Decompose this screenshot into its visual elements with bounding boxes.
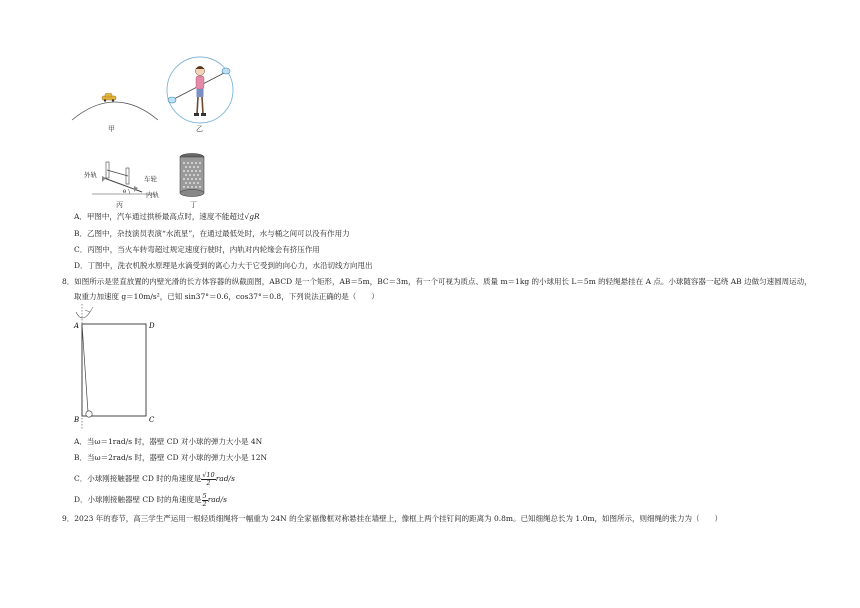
theta-label: θ: [123, 189, 127, 195]
q8-option-d-text: D．小球刚接触器壁 CD 时的角速度是: [74, 495, 202, 504]
q8-option-d-numerator: 5: [202, 491, 207, 500]
q8-option-d: [74, 491, 227, 509]
q8-stem-line2: 取重力加速度 g＝10m/s²，已知 sin37°＝0.6，cos37°＝0.8，下列说法正确的是（ ）: [74, 292, 379, 301]
figure-bing-label: 丙: [116, 201, 123, 209]
q8-option-a: A．当ω＝1rad/s 时，器壁 CD 对小球的弹力大小是 4N: [74, 437, 263, 446]
q8-option-c-denominator: 2: [206, 478, 211, 487]
performer-icon: [194, 66, 206, 116]
q7-option-a: [74, 212, 260, 222]
q8-stem-line1: 8．如图所示是竖直放置的内壁光滑的长方体容器的纵截面图，ABCD 是一个矩形，AB＝5m，BC＝3m，有一个可视为质点、质量 m＝1kg 的小球用长 L＝5m 的轻绳悬挂在 A 点。小球随容器一起绕 AB 边做匀速圆周运动，: [62, 277, 812, 286]
inner-rail-label: 内轨: [146, 191, 159, 199]
point-d-label: D: [149, 322, 155, 330]
figure-yi-water-meteor: [164, 54, 236, 126]
figure-ding-label: 丁: [190, 201, 197, 209]
q8-option-c-text: C．小球刚接触器壁 CD 时的角速度是: [74, 474, 202, 483]
figure-ding-washer-drum: [176, 152, 208, 198]
q9-stem-line1: 9．2023 年的春节，高三学生严运用一根轻质细绳将一幅重为 24N 的全家福像框对称悬挂在墙壁上，像框上两个挂钉间的距离为 0.8m。已知细绳总长为 1.0m，如图所示，则细绳的张力为（ ）: [62, 514, 722, 523]
q7-option-c: C．丙图中，当火车转弯超过规定速度行驶时，内轨对内轮缘会有挤压作用: [74, 245, 320, 254]
bucket-icon: [168, 97, 176, 103]
point-c-label: C: [149, 416, 155, 424]
figure-jia-label: 甲: [108, 125, 115, 133]
q7-option-d: D．丁图中，洗衣机脱水原理是水滴受到的离心力大于它受到的向心力，水沿切线方向甩出: [74, 261, 373, 270]
q8-option-b: B．当ω＝2rad/s 时，器壁 CD 对小球的弹力大小是 12N: [74, 453, 268, 462]
point-a-label: A: [74, 322, 80, 330]
q7-option-a-text: A．甲图中，汽车通过拱桥最高点时，速度不能超过: [74, 212, 245, 221]
point-b-label: B: [74, 416, 80, 424]
q7-option-b: B．乙图中，杂技演员表演“水流星”，在通过最低处时，水与桶之间可以没有作用力: [74, 229, 350, 238]
figure-yi-label: 乙: [196, 125, 203, 133]
q8-option-d-denominator: 2: [202, 499, 207, 508]
q8-figure-rect-container: [70, 304, 160, 430]
q8-option-c: [74, 470, 235, 488]
q8-option-d-unit: rad/s: [207, 495, 227, 504]
q8-option-c-numerator: √10: [202, 470, 215, 479]
outer-rail-label: 外轨: [84, 171, 97, 179]
q8-option-c-unit: rad/s: [215, 474, 235, 483]
q8-option-c-fraction: [201, 472, 215, 487]
q7-option-a-math: √gR: [244, 212, 260, 221]
car-icon: [102, 94, 116, 102]
figure-jia-arch-bridge: [70, 88, 160, 122]
wheel-label: 车轮: [144, 175, 157, 183]
bucket-icon: [222, 68, 230, 74]
